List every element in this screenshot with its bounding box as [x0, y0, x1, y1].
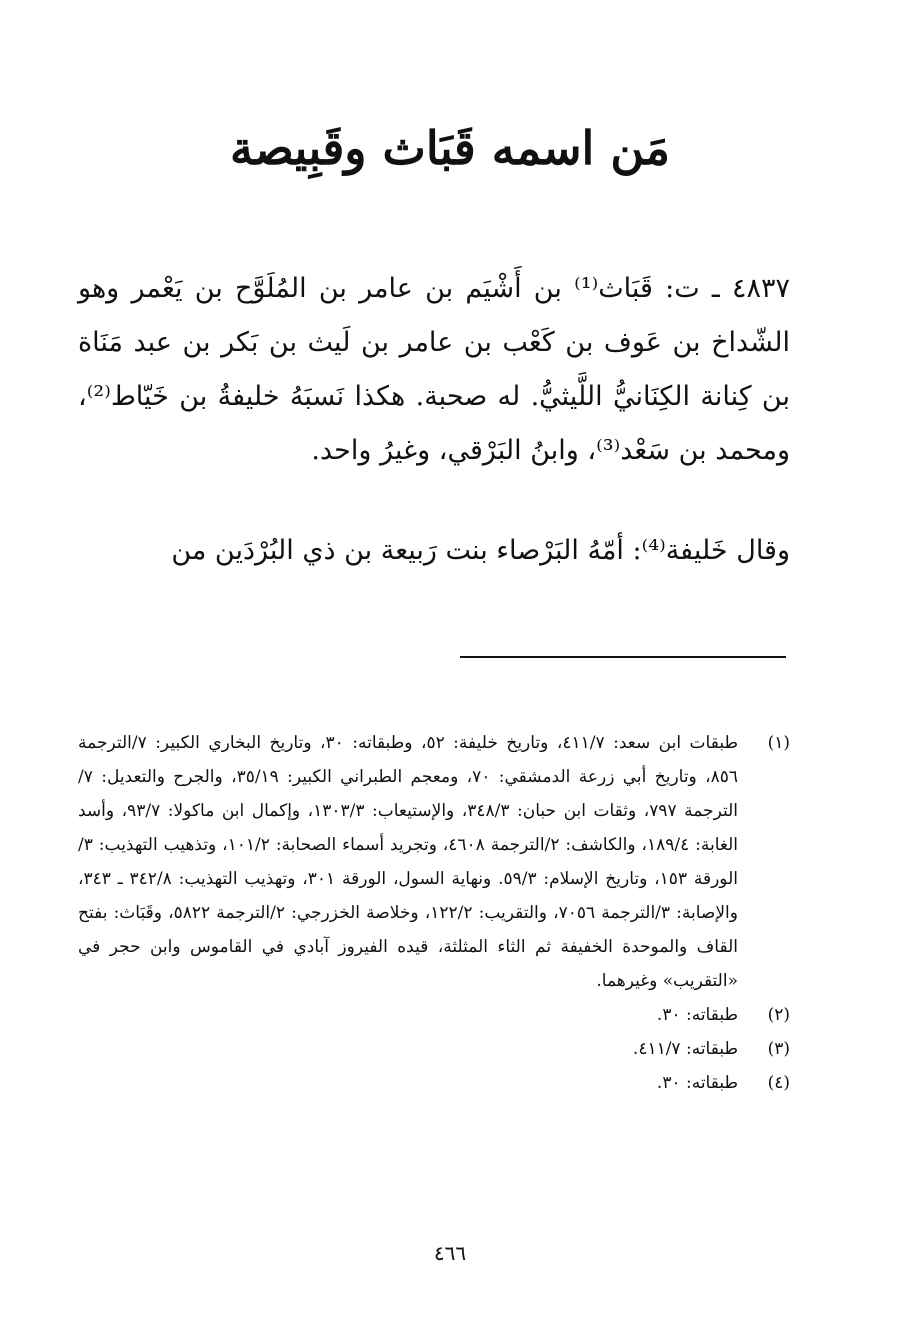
footnote-number: (٣)	[767, 1039, 790, 1059]
footnote	[78, 1032, 790, 1066]
footnote-text: طبقاته: ٣٠.	[656, 1005, 738, 1025]
entry-paragraph: ٤٨٣٧ ـ ت: قَبَاث⁽¹⁾ بن أَشْيَم بن عامر بن المُلَوَّح بن يَعْمر وهو الشّداخ بن عَوف بن كَعْب بن عامر بن لَيث بن بَكر بن عبد مَنَاة بن كِنانة الكِنَانيُّ اللَّيثيُّ. له صحبة. هكذا نَسبَهُ خليفةُ بن خَيّاط⁽²⁾، ومحمد بن سَعْد⁽³⁾، وابنُ البَرْقي، وغيرُ واحد.	[78, 273, 790, 466]
footnote-separator	[460, 656, 786, 658]
footnote	[78, 1066, 790, 1100]
footnote-number: (٢)	[767, 1005, 790, 1025]
footnote-text: طبقات ابن سعد: ٤١١/٧، وتاريخ خليفة: ٥٢، وطبقاته: ٣٠، وتاريخ البخاري الكبير: ٧/الترجمة ٨٥٦، وتاريخ أبي زرعة الدمشقي: ٧٠، ومعجم الطبراني الكبير: ٣٥/١٩، والجرح والتعديل: ٧/الترجمة ٧٩٧، وثقات ابن حبان: ٣٤٨/٣، والإستيعاب: ١٣٠٣/٣، وإكمال ابن ماكولا: ٩٣/٧، وأسد الغابة: ١٨٩/٤، والكاشف: ٢/الترجمة ٤٦٠٨، وتجريد أسماء الصحابة: ١٠١/٢، وتذهيب التهذيب: ٣/الورقة ١٥٣، وتاريخ الإسلام: ٥٩/٣. ونهاية السول، الورقة ٣٠١، وتهذيب التهذيب: ٣٤٢/٨ ـ ٣٤٣، والإصابة: ٣/الترجمة ٧٠٥٦، والتقريب: ١٢٢/٢، وخلاصة الخزرجي: ٢/الترجمة ٥٨٢٢، وقَبَاث: بفتح القاف والموحدة الخفيفة ثم الثاء المثلثة، قيده الفيروز آبادي في القاموس وابن حجر في «التقريب» وغيرهما.	[78, 733, 739, 991]
footnote-text: طبقاته: ٣٠.	[656, 1073, 738, 1093]
footnote-number: (١)	[767, 733, 790, 753]
footnote	[78, 998, 790, 1032]
continuation-paragraph: وقال خَليفة⁽⁴⁾: أمّهُ البَرْصاء بنت رَبيعة بن ذي البُرْدَين من	[171, 535, 790, 566]
footnotes	[78, 726, 790, 1100]
footnote-text: طبقاته: ٤١١/٧.	[632, 1039, 738, 1059]
page-number: ٤٦٦	[433, 1241, 467, 1265]
chapter-title: مَن اسمه قَبَاث وقَبِيصة	[230, 121, 670, 175]
footnote	[78, 726, 790, 998]
main-text	[78, 262, 790, 578]
footnote-number: (٤)	[767, 1073, 790, 1093]
